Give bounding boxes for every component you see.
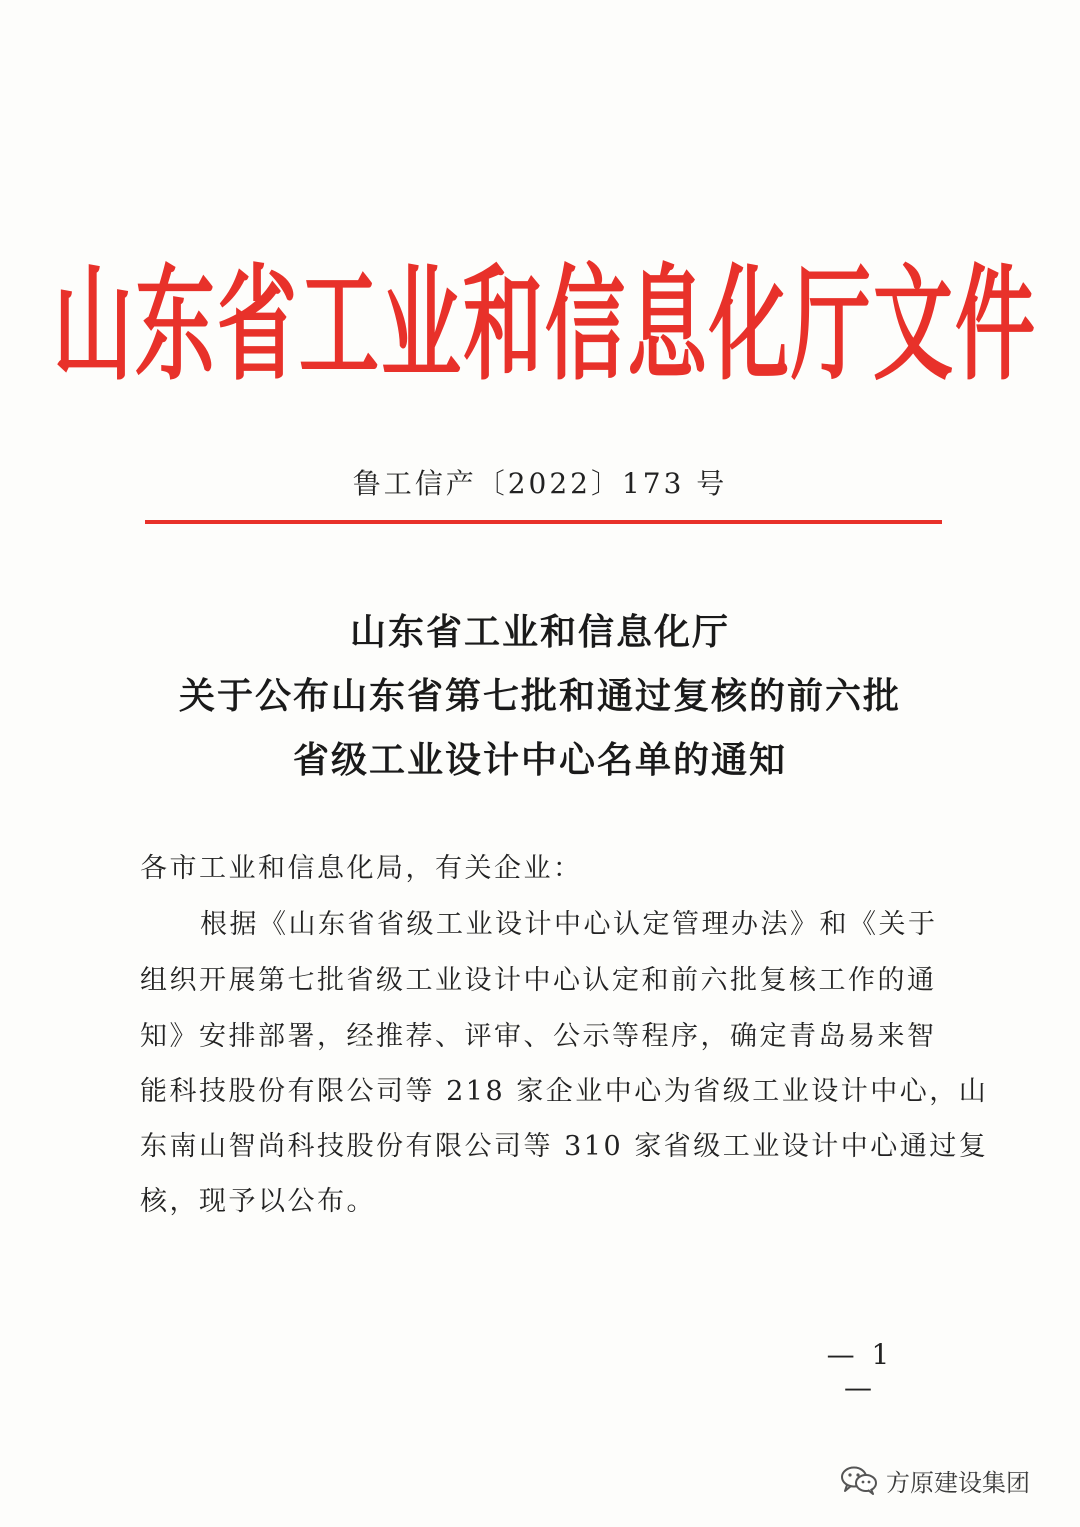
document-number: 鲁工信产〔2022〕173 号: [352, 467, 728, 500]
page-number: — 1 —: [826, 1338, 894, 1404]
salutation: 各市工业和信息化局，有关企业：: [140, 853, 583, 884]
watermark-text: 方原建设集团: [886, 1468, 1030, 1497]
body-line-6: 核，现予以公布。: [140, 1186, 376, 1217]
wechat-icon: [840, 1465, 878, 1495]
notice-title-line-2: 关于公布山东省第七批和通过复核的前六批: [178, 676, 901, 717]
watermark: [840, 1460, 1030, 1500]
body-line-3: 知》安排部署，经推荐、评审、公示等程序，确定青岛易来智: [140, 1021, 937, 1052]
body-line-4: 能科技股份有限公司等 218 家企业中心为省级工业设计中心，山: [140, 1076, 989, 1107]
body-line-5: 东南山智尚科技股份有限公司等 310 家省级工业设计中心通过复: [140, 1131, 989, 1162]
red-divider: [145, 520, 942, 524]
body-line-1: 根据《山东省省级工业设计中心认定管理办法》和《关于: [200, 909, 938, 940]
notice-title-line-1: 山东省工业和信息化厅: [349, 612, 730, 653]
issuer-title: 山东省工业和信息化厅文件: [53, 251, 1037, 396]
body-line-2: 组织开展第七批省级工业设计中心认定和前六批复核工作的通: [140, 965, 937, 996]
notice-title-line-3: 省级工业设计中心名单的通知: [292, 740, 787, 781]
